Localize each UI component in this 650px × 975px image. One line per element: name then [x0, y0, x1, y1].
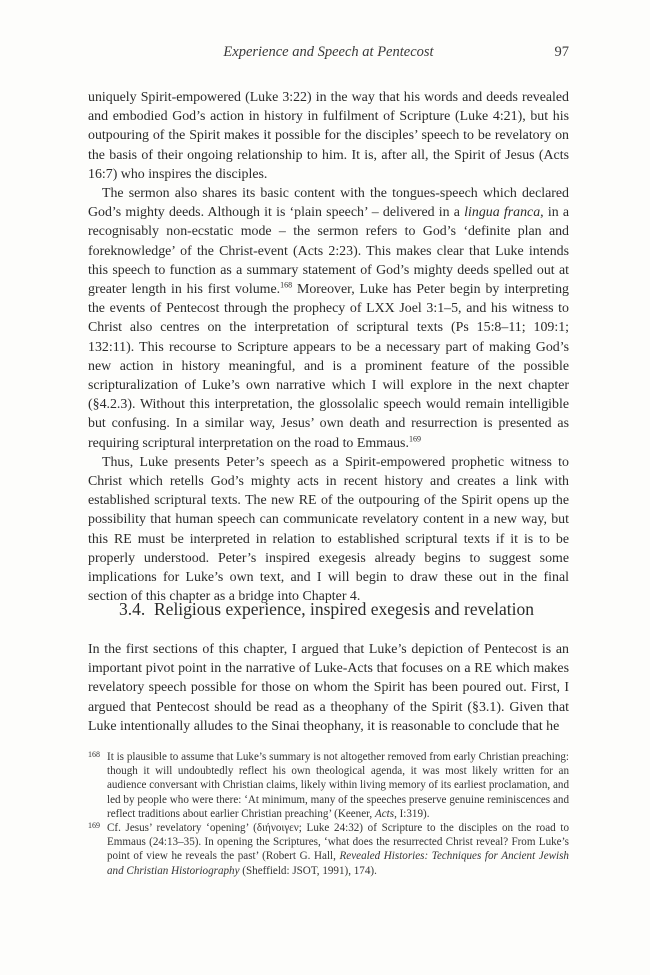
footnote-168-number: 168: [88, 750, 100, 759]
section-text: [88, 640, 569, 736]
footnote-168: [88, 750, 569, 821]
paragraph-2-text-c: Moreover, Luke has Peter begin by interpreting the events of Pentecost through the prophecy of LXX Joel 3:1–5, and his witness to Christ also centres on the interpretation of scriptural texts (Ps 15:8–11; 109:1; 132:11). This recourse to Scripture appears to be a necessary part of making God’s new action in history meaningful, and is a prominent feature of the possible scripturalization of Luke’s own narrative which I will explore in the next chapter (§4.2.3). Without this interpretation, the glossolalic speech would remain intelligible but confusing. In a similar way, Jesus’ own death and resurrection is presented as requiring scriptural interpretation on the road to Emmaus.: [88, 282, 569, 451]
footnote-168-text-a: It is plausible to assume that Luke’s summary is not altogether removed from early Christian preaching: though it will undoubtedly reflect his own theological agenda, it was most likely written for an audience conversant with Christian claims, likely within living memory of its earliest proclamation, and led by people who were there: ‘At minimum, many of the speeches preserve genuine reminiscences and reflect traditions about earlier Christian preaching’ (Keener,: [107, 751, 569, 820]
paragraph-1: uniquely Spirit-empowered (Luke 3:22) in the way that his words and deeds revealed and embodied God’s action in history in fulfilment of Scripture (Luke 4:21), but his outpouring of the Spirit makes it possible for the disciples’ speech to be revelatory on the basis of their ongoing relationship to him. It is, after all, the Spirit of Jesus (Acts 16:7) who inspires the disciples.: [88, 90, 569, 182]
footnote-ref-169[interactable]: 169: [408, 434, 421, 444]
footnote-169: [88, 821, 569, 878]
running-title: Experience and Speech at Pentecost: [223, 44, 434, 60]
footnote-168-italic: Acts: [374, 807, 395, 820]
footnote-169-text-a: Cf. Jesus’ revelatory ‘opening’ (διήνοιγεν; Luke 24:32) of Scripture to the disciples on the road to Emmaus (24:13–35). In opening the Scriptures, ‘what does the resurrected Christ reveal? From Luke’s point of view he reveals the past’ (Robert G. Hall,: [107, 822, 569, 863]
footnote-169-text-b: (Sheffield: JSOT, 1991), 174).: [239, 864, 377, 877]
page-header: [88, 44, 569, 64]
paragraph-2-text-a: The sermon also shares its basic content with the tongues-speech which declared God’s mighty deeds. Although it is ‘plain speech’ – delivered in a: [88, 186, 569, 221]
footnote-168-text-b: , I:319).: [394, 807, 430, 820]
paragraph-2-italic: lingua franca: [464, 205, 541, 221]
footnote-ref-168[interactable]: 168: [280, 280, 293, 290]
paragraph-3: Thus, Luke presents Peter’s speech as a Spirit-empowered prophetic witness to Christ which retells God’s mighty acts in recent history and creates a link with established scriptural texts. The new RE of the outpouring of the Spirit opens up the possibility that human speech can communicate revelatory content in a new way, but this RE must be interpreted in relation to established scriptural texts if it is to be properly understood. Peter’s inspired exegesis already begins to suggest some implications for Luke’s own text, and I will begin to draw these out in the final section of this chapter as a bridge into Chapter 4.: [88, 454, 569, 605]
section-heading: [119, 597, 579, 621]
footnote-169-number: 169: [88, 821, 100, 831]
paragraph-2: [88, 184, 569, 453]
section-title: Religious experience, inspired exegesis and revelation: [154, 599, 535, 619]
page-number: 97: [554, 44, 569, 60]
paragraph-2-text-b: , in a recognisably non-ecstatic mode – the sermon refers to God’s ‘definite plan and foreknowledge’ of the Christ-event (Acts 2:23). This makes clear that Luke intends this speech to function as a summary statement of God’s mighty deeds spelled out at greater length in his first volume.: [88, 205, 570, 298]
section-number: 3.4.: [119, 599, 146, 619]
body-text: [88, 88, 569, 606]
footnote-169-italic: Revealed Histories: Techniques for Ancient Jewish and Christian Historiography: [107, 850, 569, 877]
footnotes: [88, 750, 569, 878]
section-paragraph-1: In the first sections of this chapter, I argued that Luke’s depiction of Pentecost is an important pivot point in the narrative of Luke-Acts that focuses on a RE which makes revelatory speech possible for those on whom the Spirit has been poured out. First, I argued that Pentecost should be read as a theophany of the Spirit (§3.1). Given that Luke intentionally alludes to the Sinai theophany, it is reasonable to conclude that he: [88, 642, 569, 734]
